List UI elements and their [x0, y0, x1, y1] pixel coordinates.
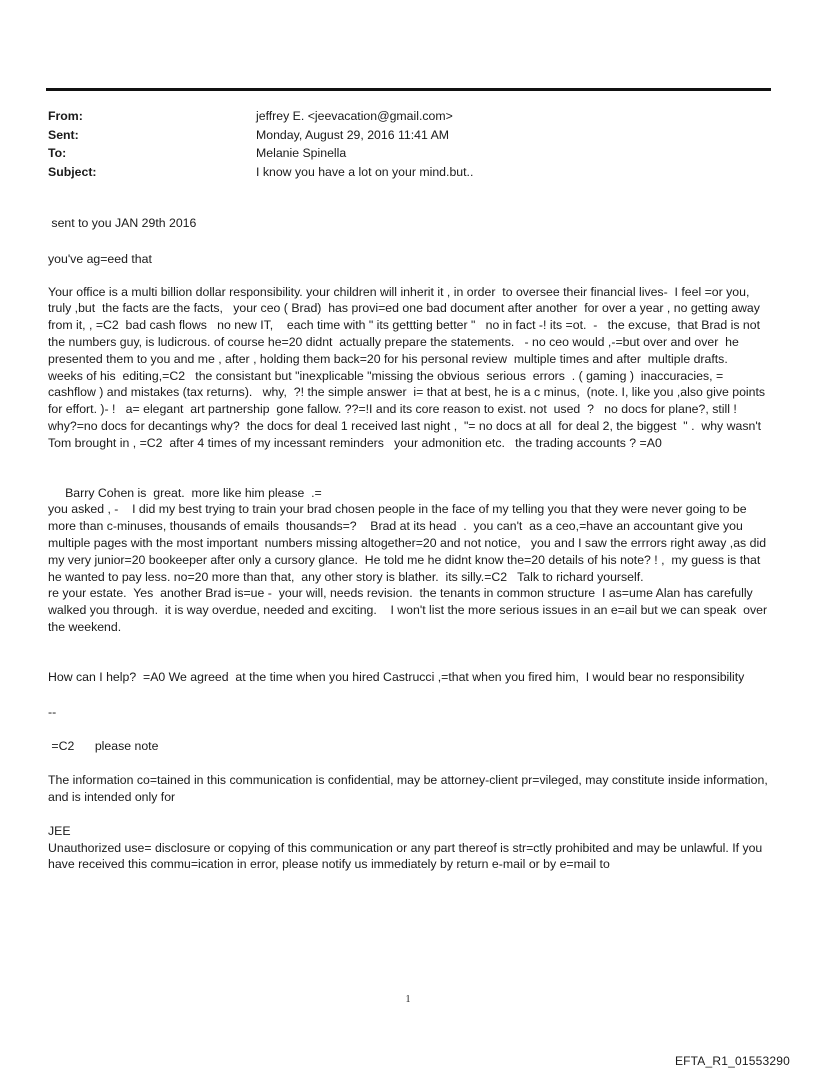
paragraph-you-asked: you asked , - I did my best trying to train your brad chosen people in the face of my telling you that they were never going to be more than c-minuses, thousands of emails thousands=? Brad at its head . you can't as a ceo,=have an accountant give you multiple pages with the most important numbers missing altogether=20 and not notice, you and I saw the errrors right away ,as did my very junior=20 bookeeper after only a cursory glance. He told me he didnt know the=20 details of his note? ! , my guess is that he wanted to pay less. no=20 more than that, any other story is blather. its silly.=C2 Talk to richard yourself. [48, 502, 770, 584]
email-header-block [48, 107, 768, 181]
header-subject [48, 163, 768, 182]
header-subject-value: I know you have a lot on your mind.but.. [256, 164, 474, 179]
unauthorized-notice: Unauthorized use= disclosure or copying of this communication or any part thereof is str=ctly prohibited and may be unlawful. If you have received this commu=ication in error, please notify us immediately by return e-mail or by e=mail to [48, 840, 766, 872]
header-sent-label: Sent: [48, 127, 79, 142]
header-sent-value: Monday, August 29, 2016 11:41 AM [256, 127, 450, 142]
page-number: 1 [405, 994, 411, 1005]
header-to-value: Melanie Spinella [256, 146, 347, 160]
header-subject-label: Subject: [48, 164, 97, 179]
email-body [48, 215, 772, 873]
paragraph-help: How can I help? =A0 We agreed at the time when you hired Castrucci ,=that when you fired him, I would bear no responsibility [48, 669, 745, 684]
paragraph-estate: re your estate. Yes another Brad is=ue - your will, needs revision. the tenants in common structure I as=ume Alan has carefully walked you through. it is way overdue, needed and exciting. I won't list the more serious issues in an e=ail but we can speak over the weekend. [48, 586, 771, 634]
please-note-line: =C2 please note [48, 739, 159, 754]
barry-line: Barry Cohen is great. more like him please .= [48, 485, 322, 500]
agreed-line: you've ag=eed that [48, 251, 152, 266]
header-to-label: To: [48, 146, 67, 160]
jee-signature: JEE [48, 823, 71, 838]
header-to [48, 144, 768, 163]
confidentiality-notice: The information co=tained in this communication is confidential, may be attorney-client pr=vileged, may constitute inside information, and is intended only for [48, 773, 772, 804]
header-from-value: jeffrey E. <jeevacation@gmail.com> [256, 109, 453, 123]
header-divider [46, 88, 771, 91]
signature-dashes: -- [48, 704, 57, 719]
sent-note: sent to you JAN 29th 2016 [48, 216, 197, 230]
header-from-label: From: [48, 109, 83, 123]
paragraph-office: Your office is a multi billion dollar responsibility. your children will inherit it , in order to oversee their financial lives- I feel =or you, truly ,but the facts are the facts, your ceo ( Brad) has provi=ed one bad document after another for over a year , no getting away from it, , =C2 bad cash flows no new IT, each time with " its gettting better " no in fact -! its =ot. - the excuse, that Brad is not the numbers guy, is ludicrous. of course he=20 didnt actually prepare the statements. - no ceo would ,-=but over and over he presented them to you and me , after , holding them back=20 for his personal review multiple times and after multiple drafts. weeks of his editing,=C2 the consistant but "inexplicable "missing the obvious serious errors . ( gaming ) inaccuracies, = cashflow ) and mistakes (tax returns). why, ?! the simple answer i= that at best, he is a c minus, (note. I, like you ,also give points for effort. )- ! a= elegant art partnership gone fallow. ??=!I and its core reason to exist. not used ? no docs for plane?, still ! why?=no docs for decantings why? the docs for deal 1 received last night , "= no docs at all for deal 2, the biggest " . why wasn't Tom brought in , =C2 after 4 times of my incessant reminders your admonition etc. the trading accounts ? =A0 [48, 284, 769, 450]
header-from [48, 107, 768, 126]
bates-number: EFTA_R1_01553290 [674, 1054, 790, 1068]
header-sent [48, 126, 768, 145]
